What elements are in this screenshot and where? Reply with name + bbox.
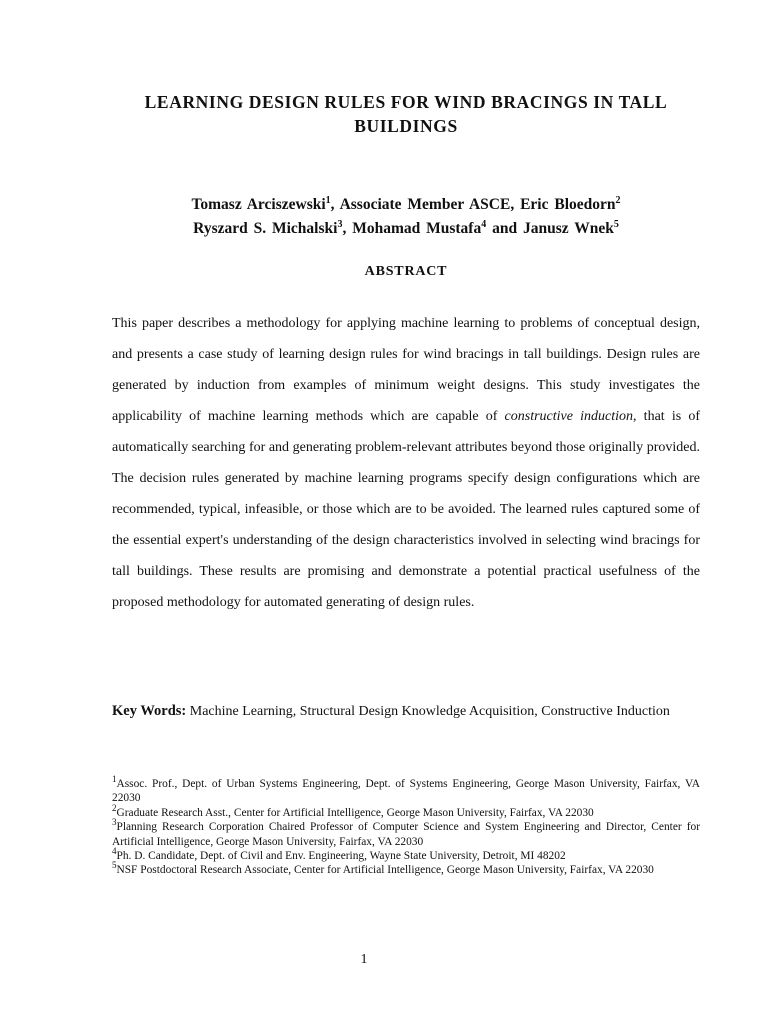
footnote	[112, 817, 700, 849]
author-name: Mohamad Mustafa	[352, 220, 482, 237]
footnote-mark: 4	[112, 846, 117, 857]
footnote	[112, 846, 700, 863]
footnote	[112, 774, 700, 806]
author-name: Janusz Wnek	[522, 220, 614, 237]
abstract-heading: ABSTRACT	[364, 264, 448, 279]
page-number: 1	[360, 952, 368, 967]
footnote	[112, 860, 700, 877]
author-name: Ryszard S. Michalski	[193, 220, 338, 237]
author-line-1	[112, 193, 700, 217]
abstract-text-part: , that is of automatically searching for and generating problem-relevant attributes beyond those originally provided. The decision rules generated by machine learning programs specify design configurations which are recommended, typical, infeasible, or those which are to be avoided. The learned rules captured some of the essential expert's understanding of the design characteristics involved in selecting wind bracings for tall buildings. These results are promising and demonstrate a potential practical usefulness of the proposed methodology for automated generating of design rules.	[112, 409, 700, 610]
footnote-text: Planning Research Corporation Chaired Professor of Computer Science and System Engineering and Director, Center for Artificial Intelligence, George Mason University, Fairfax, VA 22030	[112, 821, 700, 848]
footnote-text: NSF Postdoctoral Research Associate, Center for Artificial Intelligence, George Mason University, Fairfax, VA 22030	[116, 864, 654, 877]
footnote-mark: 2	[112, 803, 117, 814]
paper-title: LEARNING DESIGN RULES FOR WIND BRACINGS IN TALL BUILDINGS	[144, 92, 668, 136]
author-footnote-mark: 5	[613, 218, 619, 230]
author-footnote-mark: 2	[615, 194, 621, 206]
author-footnote-mark: 3	[337, 218, 343, 230]
keywords-label: Key Words:	[112, 703, 187, 719]
abstract-emphasis: constructive induction	[504, 409, 634, 424]
abstract-text	[112, 308, 700, 618]
author-name: Eric Bloedorn	[520, 196, 616, 213]
author-name: Tomasz Arciszewski	[191, 196, 326, 213]
footnote-mark: 5	[112, 860, 117, 871]
author-separator: ,	[342, 220, 353, 237]
author-separator: and	[486, 220, 523, 237]
footnote-mark: 1	[112, 774, 117, 785]
author-footnote-mark: 4	[481, 218, 487, 230]
keywords	[112, 695, 700, 728]
author-line-2	[112, 217, 700, 241]
footnotes	[112, 774, 700, 878]
footnote-text: Assoc. Prof., Dept. of Urban Systems Engineering, Dept. of Systems Engineering, George Mason University, Fairfax, VA 22030	[112, 778, 700, 805]
footnote	[112, 803, 700, 820]
author-footnote-mark: 1	[325, 194, 331, 206]
footnote-text: Ph. D. Candidate, Dept. of Civil and Env. Engineering, Wayne State University, Detroit, MI 48202	[116, 850, 566, 863]
keywords-text: Machine Learning, Structural Design Knowledge Acquisition, Constructive Induction	[186, 704, 670, 719]
footnote-mark: 3	[112, 817, 117, 828]
footnote-text: Graduate Research Asst., Center for Artificial Intelligence, George Mason University, Fairfax, VA 22030	[116, 806, 594, 819]
abstract-text-part: This paper describes a methodology for applying machine learning to problems of conceptual design, and presents a case study of learning design rules for wind bracings in tall buildings. Design rules are generated by induction from examples of minimum weight designs. This study investigates the applicability of machine learning methods which are capable of	[112, 316, 700, 424]
author-affiliation-note: , Associate Member ASCE,	[330, 196, 521, 213]
author-block	[112, 193, 700, 241]
